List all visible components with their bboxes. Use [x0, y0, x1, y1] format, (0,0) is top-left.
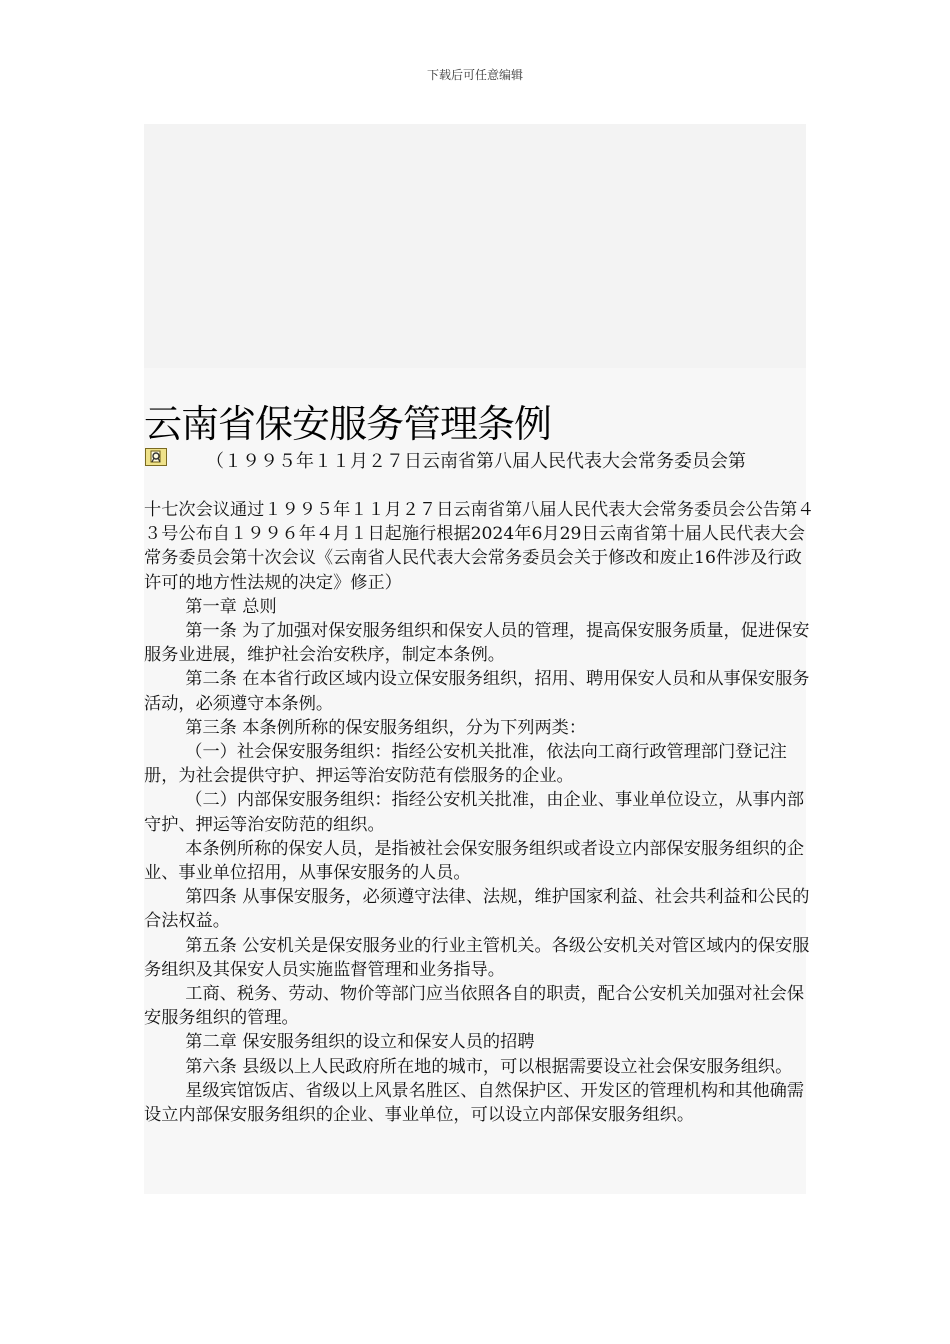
intro-first-line: （１９９５年１１月２７日云南省第八届人民代表大会常务委员会第	[206, 451, 746, 472]
image-placeholder-block	[144, 124, 806, 368]
embedded-object-icon	[145, 448, 167, 466]
document-body	[144, 498, 816, 1127]
article-paragraph: 星级宾馆饭店、省级以上风景名胜区、自然保护区、开发区的管理机构和其他确需设立内部保安服务组织的企业、事业单位，可以设立内部保安服务组织。	[144, 1080, 805, 1126]
chapter-heading: 第二章 保安服务组织的设立和保安人员的招聘	[185, 1032, 535, 1053]
article-paragraph: 本条例所称的保安人员，是指被社会保安服务组织或者设立内部保安服务组织的企业、事业单位招用，从事保安服务的人员。	[144, 838, 805, 884]
article-paragraph: 第二条 在本省行政区域内设立保安服务组织，招用、聘用保安人员和从事保安服务活动，必须遵守本条例。	[144, 669, 810, 714]
article-paragraph: 第三条 本条例所称的保安服务组织，分为下列两类：	[185, 717, 587, 738]
article-paragraph: 第一条 为了加强对保安服务组织和保安人员的管理，提高保安服务质量，促进保安服务业进展，维护社会治安秩序，制定本条例。	[144, 621, 810, 666]
article-paragraph: 第五条 公安机关是保安服务业的行业主管机关。各级公安机关对管区域内的保安服务组织及其保安人员实施监督管理和业务指导。	[144, 935, 810, 980]
document-title: 云南省保安服务管理条例	[144, 402, 552, 446]
chapter-heading: 第一章 总则	[185, 596, 277, 617]
article-paragraph: 第四条 从事保安服务，必须遵守法律、法规，维护国家利益、社会共利益和公民的合法权益。	[144, 887, 810, 932]
header-note: 下载后可任意编辑	[426, 68, 523, 82]
article-paragraph: 工商、税务、劳动、物价等部门应当依照各自的职责，配合公安机关加强对社会保安服务组织的管理。	[144, 984, 805, 1029]
article-paragraph: （二）内部保安服务组织：指经公安机关批准，由企业、事业单位设立，从事内部守护、押运等治安防范的组织。	[144, 790, 805, 835]
article-paragraph: （一）社会保安服务组织：指经公安机关批准，依法向工商行政管理部门登记注册，为社会提供守护、押运等治安防范有偿服务的企业。	[144, 742, 787, 787]
article-paragraph: 第六条 县级以上人民政府所在地的城市，可以根据需要设立社会保安服务组织。	[185, 1056, 793, 1077]
intro-paragraph: 十七次会议通过１９９５年１１月２７日云南省第八届人民代表大会常务委员会公告第４３号公布自１９９６年４月１日起施行根据2024年6月29日云南省第十届人民代表大会常务委员会第十次会议《云南省人民代表大会常务委员会关于修改和废止16件涉及行政许可的地方性法规的决定》修正）	[144, 500, 815, 593]
